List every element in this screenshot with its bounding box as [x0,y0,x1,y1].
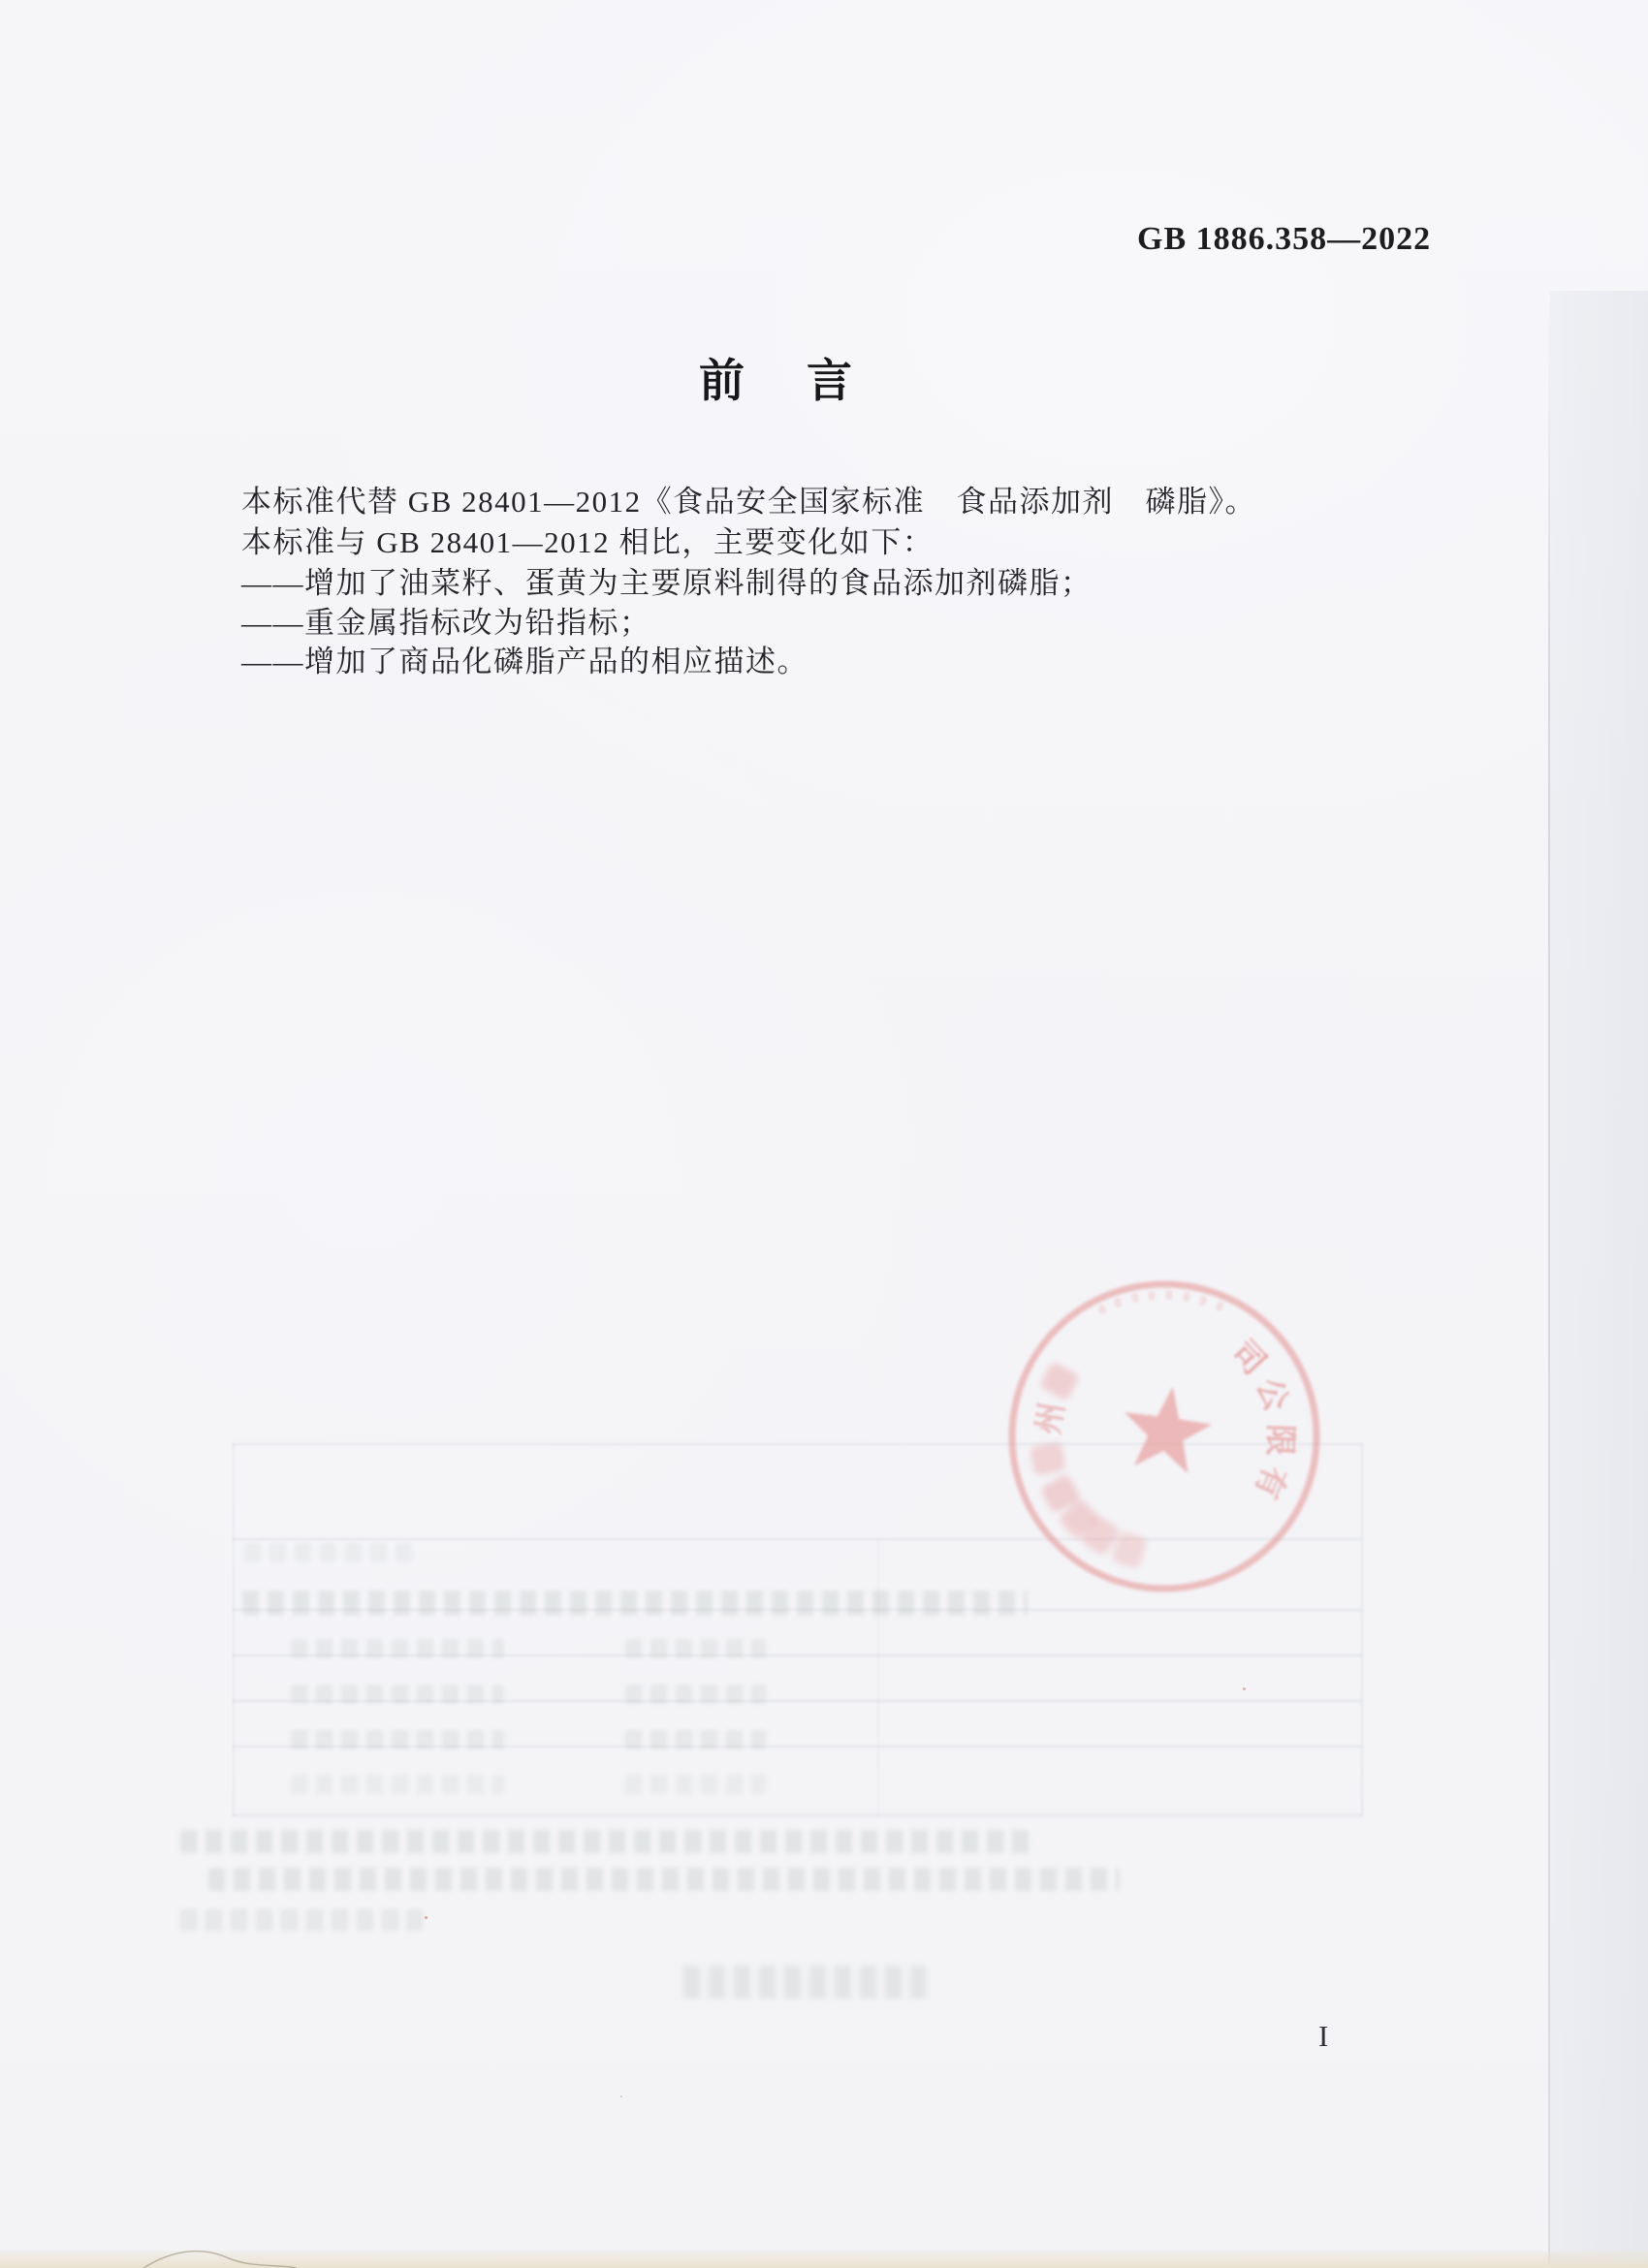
ghost-rule [233,1443,235,1816]
title-char-qian: 前 [699,357,745,407]
title-char-yan: 言 [807,357,852,407]
page-title [620,345,931,410]
foreword-line-2: 本标准与 GB 28401—2012 相比，主要变化如下： [241,525,935,559]
ghost-text-row [242,1591,1028,1616]
ghost-text-row [244,1543,419,1562]
right-edge-shadow [1550,291,1648,2268]
ghost-rule [877,1538,879,1816]
dust-speck [425,1916,428,1919]
ghost-text-row [291,1730,504,1749]
ghost-text-row [291,1775,504,1794]
seal-star [1117,1380,1217,1476]
ghost-text-row [625,1775,766,1794]
ghost-text-row [208,1868,1120,1891]
ghost-text-row [625,1730,766,1749]
ghost-rule [233,1814,1362,1816]
ghost-text-row [625,1685,766,1704]
foreword-line-3: ——增加了油菜籽、蛋黄为主要原料制得的食品添加剂磷脂； [241,566,1093,600]
ghost-text-row [180,1909,423,1931]
standard-code: GB 1886.358—2022 [1137,221,1432,257]
ghost-publisher-mark [683,1966,926,1999]
dust-speck [620,2095,622,2097]
dust-speck [1243,1687,1246,1690]
ghost-text-row [180,1830,1029,1853]
ghost-text-row [625,1639,766,1658]
page-number: I [1318,2019,1330,2053]
foreword-line-5: ——增加了商品化磷脂产品的相应描述。 [241,645,808,678]
foreword-line-1: 本标准代替 GB 28401—2012《食品安全国家标准 食品添加剂 磷脂》。 [241,485,1257,519]
company-seal-stamp: 司 公 限 有 州 [970,1243,1358,1630]
pencil-mark [136,2245,301,2268]
foreword-line-4: ——重金属指标改为铅指标； [241,606,651,640]
ghost-rule [1361,1443,1363,1816]
ghost-text-row [291,1639,504,1658]
ghost-text-row [291,1685,504,1704]
